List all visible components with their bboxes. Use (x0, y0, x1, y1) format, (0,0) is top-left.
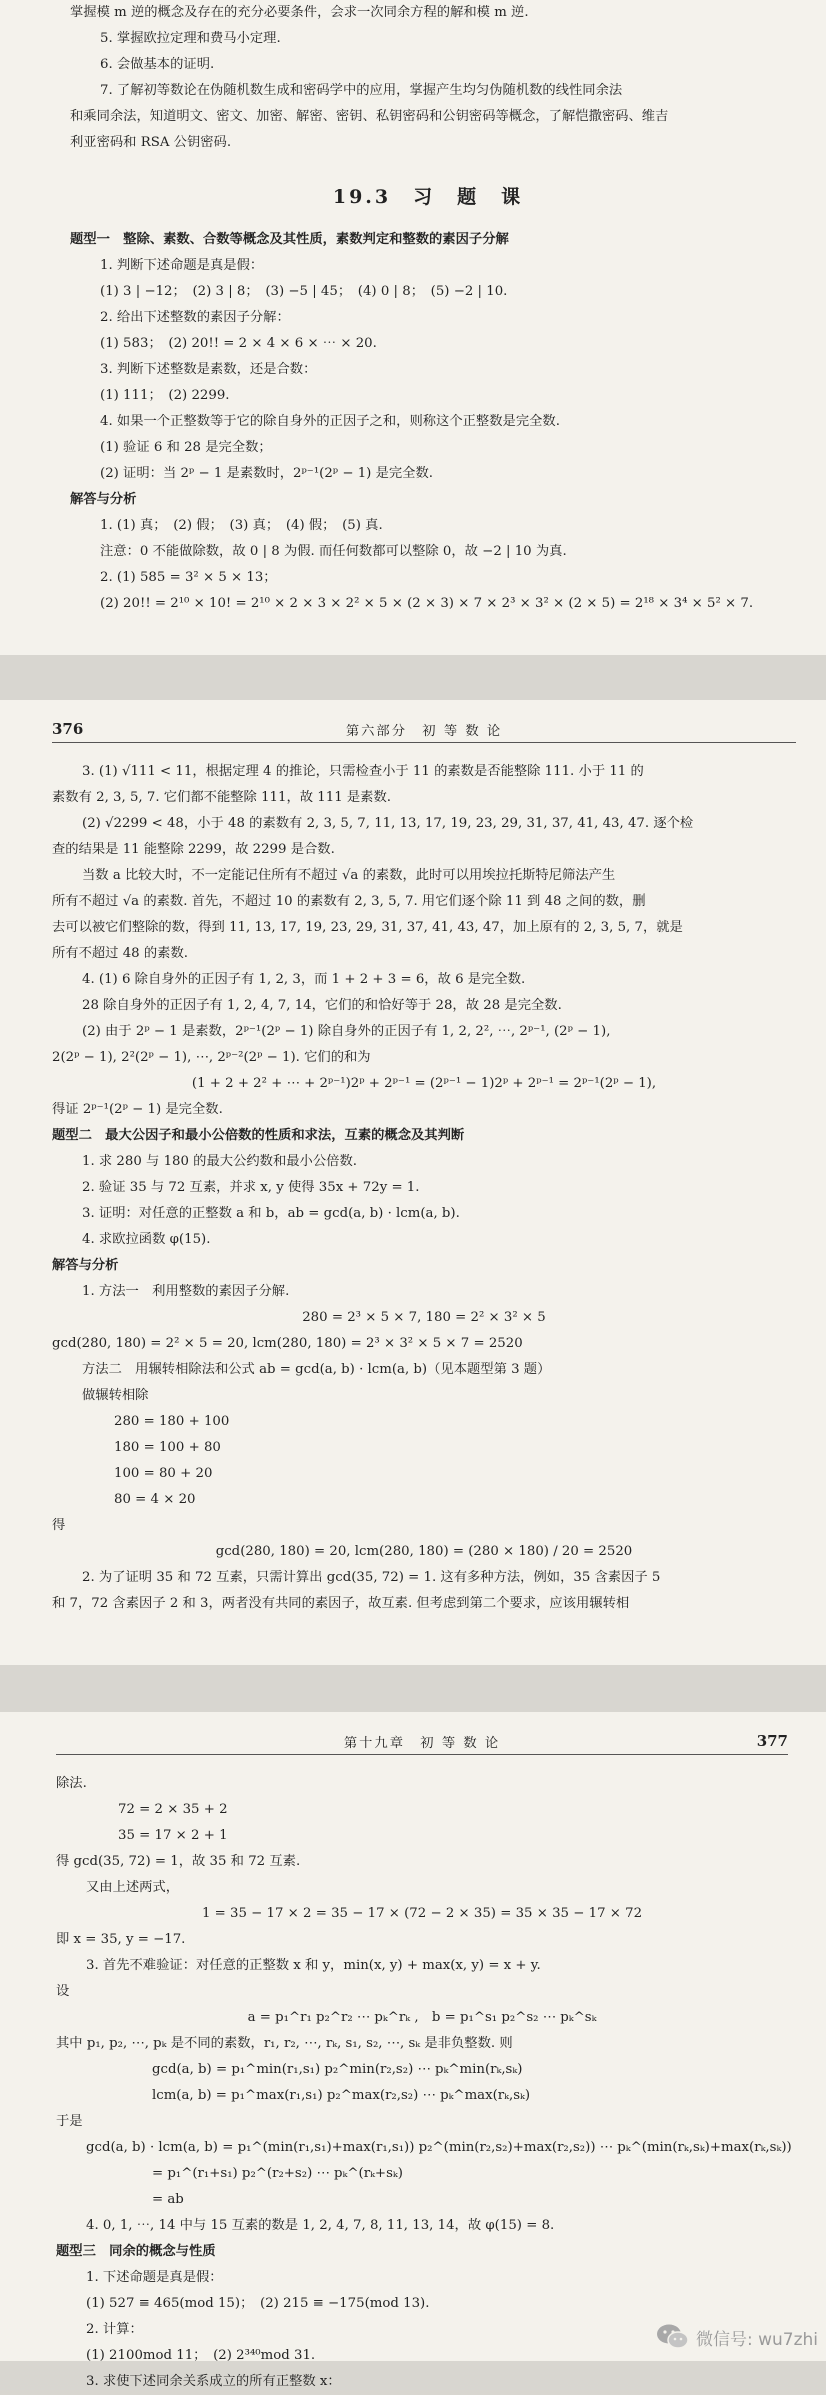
text-line: gcd(280, 180) = 2² × 5 = 20, lcm(280, 180) = 2³ × 3² × 5 × 7 = 2520 (52, 1336, 523, 1351)
page-377-body (56, 1771, 792, 2395)
text-line: 设 (56, 1984, 70, 1999)
text-line: 又由上述两式， (86, 1880, 180, 1895)
section-heading: 解答与分析 (70, 492, 137, 507)
text-line: 3. 求使下述同余关系成立的所有正整数 x： (86, 2374, 341, 2389)
text-line: 方法二 用辗转相除法和公式 ab = gcd(a, b) · lcm(a, b)（见本题型第 3 题） (82, 1362, 551, 1377)
section-heading: 题型一 整除、素数、合数等概念及其性质，素数判定和整数的素因子分解 (70, 232, 509, 247)
text-line: (1) 527 ≡ 465(mod 15)； (2) 215 ≡ −175(mod 13). (86, 2296, 430, 2311)
running-head-title: 第十九章 初 等 数 论 (343, 1736, 501, 1751)
page-number: 376 (52, 720, 84, 738)
text-line: = p₁^(r₁+s₁) p₂^(r₂+s₂) ⋯ pₖ^(rₖ+sₖ) (152, 2166, 403, 2181)
running-header (56, 1730, 788, 1755)
text-line: 1 = 35 − 17 × 2 = 35 − 17 × (72 − 2 × 35) = 35 × 35 − 17 × 72 (201, 1906, 643, 1921)
text-line: 所有不超过 48 的素数. (52, 946, 188, 961)
section-heading: 题型二 最大公因子和最小公倍数的性质和求法，互素的概念及其判断 (52, 1128, 465, 1143)
text-line: 得 (52, 1518, 66, 1533)
text-line: 3. (1) √111 < 11，根据定理 4 的推论，只需检查小于 11 的素数是否能整除 111. 小于 11 的 (82, 764, 644, 779)
text-line: 4. (1) 6 除自身外的正因子有 1, 2, 3，而 1 + 2 + 3 = 6，故 6 是完全数. (82, 972, 526, 987)
text-line: 查的结果是 11 能整除 2299，故 2299 是合数. (52, 842, 335, 857)
text-line: gcd(a, b) = p₁^min(r₁,s₁) p₂^min(r₂,s₂) ⋯ pₖ^min(rₖ,sₖ) (152, 2062, 523, 2077)
text-line: 1. 方法一 利用整数的素因子分解. (82, 1284, 290, 1299)
text-line: 80 = 4 × 20 (114, 1492, 196, 1507)
text-line: 即 x = 35, y = −17. (56, 1932, 186, 1947)
running-head-title: 第六部分 初 等 数 论 (345, 724, 503, 739)
text-line: 2. 为了证明 35 和 72 互素，只需计算出 gcd(35, 72) = 1. 这有多种方法，例如，35 含素因子 5 (82, 1570, 661, 1585)
text-line: 35 = 17 × 2 + 1 (118, 1828, 228, 1843)
text-line: 3. 证明：对任意的正整数 a 和 b，ab = gcd(a, b) · lcm(a, b). (82, 1206, 460, 1221)
text-line: (2) 由于 2ᵖ − 1 是素数，2ᵖ⁻¹(2ᵖ − 1) 除自身外的正因子有 1, 2, 2², ⋯, 2ᵖ⁻¹, (2ᵖ − 1), (82, 1024, 611, 1039)
section-heading: 题型三 同余的概念与性质 (56, 2244, 216, 2259)
watermark-text: 微信号: wu7zhi (695, 2329, 818, 2350)
page-top-body (70, 227, 786, 617)
intro-line: 利亚密码和 RSA 公钥密码. (70, 135, 232, 150)
page-377 (0, 1712, 826, 2389)
running-header (52, 718, 796, 743)
text-line: 1. 下述命题是真是假： (86, 2270, 223, 2285)
text-line: 和 7，72 含素因子 2 和 3，两者没有共同的素因子，故互素. 但考虑到第二个要求，应该用辗转相 (52, 1596, 630, 1611)
text-line: 1. (1) 真； (2) 假； (3) 真； (4) 假； (5) 真. (100, 518, 383, 533)
text-line: 4. 求欧拉函数 φ(15). (82, 1232, 211, 1247)
text-line: (1) 3 | −12； (2) 3 | 8； (3) −5 | 45； (4) 0 | 8； (5) −2 | 10. (100, 284, 508, 299)
text-line: 2. (1) 585 = 3² × 5 × 13； (100, 570, 277, 585)
text-line: 280 = 180 + 100 (114, 1414, 230, 1429)
text-line: gcd(a, b) · lcm(a, b) = p₁^(min(r₁,s₁)+max(r₁,s₁)) p₂^(min(r₂,s₂)+max(r₂,s₂)) ⋯ pₖ^(min(rₖ,sₖ)+max(rₖ,sₖ)) (86, 2140, 792, 2155)
text-line: 180 = 100 + 80 (114, 1440, 221, 1455)
text-line: 1. 判断下述命题是真是假： (100, 258, 264, 273)
text-line: 素数有 2, 3, 5, 7. 它们都不能整除 111，故 111 是素数. (52, 790, 391, 805)
intro-line: 掌握模 m 逆的概念及存在的充分必要条件，会求一次同余方程的解和模 m 逆. (70, 5, 529, 20)
text-line: 72 = 2 × 35 + 2 (118, 1802, 228, 1817)
intro-line: 6. 会做基本的证明. (100, 57, 215, 72)
watermark (656, 2323, 818, 2351)
text-line: 注意：0 不能做除数，故 0 | 8 为假. 而任何数都可以整除 0，故 −2 | 10 为真. (100, 544, 567, 559)
text-line: (1 + 2 + 2² + ⋯ + 2ᵖ⁻¹)2ᵖ + 2ᵖ⁻¹ = (2ᵖ⁻¹ − 1)2ᵖ + 2ᵖ⁻¹ = 2ᵖ⁻¹(2ᵖ − 1), (191, 1076, 657, 1091)
intro-lines (70, 0, 786, 156)
text-line: 其中 p₁, p₂, ⋯, pₖ 是不同的素数，r₁, r₂, ⋯, rₖ, s₁, s₂, ⋯, sₖ 是非负整数. 则 (56, 2036, 513, 2051)
text-line: 于是 (56, 2114, 83, 2129)
page-376 (0, 700, 826, 1665)
section-title: 19.3 习 题 课 (332, 186, 524, 208)
wechat-icon (656, 2323, 690, 2351)
text-line: (1) 111； (2) 2299. (100, 388, 230, 403)
intro-line: 5. 掌握欧拉定理和费马小定理. (100, 31, 281, 46)
text-line: 4. 0, 1, ⋯, 14 中与 15 互素的数是 1, 2, 4, 7, 8, 11, 13, 14，故 φ(15) = 8. (86, 2218, 555, 2233)
intro-line: 和乘同余法，知道明文、密文、加密、解密、密钥、私钥密码和公钥密码等概念，了解恺撒密码、维吉 (70, 109, 669, 124)
page-376-body (52, 759, 796, 1617)
text-line: 得 gcd(35, 72) = 1，故 35 和 72 互素. (56, 1854, 301, 1869)
intro-line: 7. 了解初等数论在伪随机数生成和密码学中的应用，掌握产生均匀伪随机数的线性同余法 (100, 83, 623, 98)
text-line: 100 = 80 + 20 (114, 1466, 213, 1481)
text-line: lcm(a, b) = p₁^max(r₁,s₁) p₂^max(r₂,s₂) ⋯ pₖ^max(rₖ,sₖ) (152, 2088, 531, 2103)
text-line: 280 = 2³ × 5 × 7, 180 = 2² × 3² × 5 (302, 1310, 546, 1325)
text-line: 2(2ᵖ − 1), 2²(2ᵖ − 1), ⋯, 2ᵖ⁻²(2ᵖ − 1). 它们的和为 (52, 1050, 371, 1065)
text-line: 28 除自身外的正因子有 1, 2, 4, 7, 14，它们的和恰好等于 28，故 28 是完全数. (82, 998, 562, 1013)
text-line: gcd(280, 180) = 20, lcm(280, 180) = (280 × 180) / 20 = 2520 (215, 1544, 633, 1559)
text-line: 3. 判断下述整数是素数，还是合数： (100, 362, 317, 377)
page-top (0, 0, 826, 655)
text-line: 当数 a 比较大时，不一定能记住所有不超过 √a 的素数，此时可以用埃拉托斯特尼筛法产生 (82, 868, 616, 883)
text-line: (1) 验证 6 和 28 是完全数； (100, 440, 272, 455)
section-heading: 解答与分析 (52, 1258, 119, 1273)
text-line: 除法. (56, 1776, 87, 1791)
text-line: 去可以被它们整除的数，得到 11, 13, 17, 19, 23, 29, 31, 37, 41, 43, 47，加上原有的 2, 3, 5, 7，就是 (52, 920, 683, 935)
text-line: (1) 2100mod 11； (2) 2³⁴⁰mod 31. (86, 2348, 316, 2363)
text-line: a = p₁^r₁ p₂^r₂ ⋯ pₖ^rₖ , b = p₁^s₁ p₂^s₂ ⋯ pₖ^sₖ (247, 2010, 597, 2025)
page-number: 377 (756, 1732, 788, 1750)
text-line: (2) 20!! = 2¹⁰ × 10! = 2¹⁰ × 2 × 3 × 2² × 5 × (2 × 3) × 7 × 2³ × 3² × (2 × 5) = 2¹⁸ × 3⁴ × 5² × 7. (100, 596, 754, 611)
text-line: (2) 证明：当 2ᵖ − 1 是素数时，2ᵖ⁻¹(2ᵖ − 1) 是完全数. (100, 466, 433, 481)
text-line: 4. 如果一个正整数等于它的除自身外的正因子之和，则称这个正整数是完全数. (100, 414, 560, 429)
text-line: 得证 2ᵖ⁻¹(2ᵖ − 1) 是完全数. (52, 1102, 223, 1117)
text-line: = ab (152, 2192, 184, 2207)
text-line: 2. 计算： (86, 2322, 143, 2337)
text-line: (1) 583； (2) 20!! = 2 × 4 × 6 × ⋯ × 20. (100, 336, 377, 351)
text-line: 所有不超过 √a 的素数. 首先，不超过 10 的素数有 2, 3, 5, 7. 用它们逐个除 11 到 48 之间的数，删 (52, 894, 646, 909)
text-line: 3. 首先不难验证：对任意的正整数 x 和 y，min(x, y) + max(x, y) = x + y. (86, 1958, 541, 1973)
text-line: (2) √2299 < 48，小于 48 的素数有 2, 3, 5, 7, 11, 13, 17, 19, 23, 29, 31, 37, 41, 43, 47. 逐个检 (82, 816, 694, 831)
text-line: 1. 求 280 与 180 的最大公约数和最小公倍数. (82, 1154, 357, 1169)
text-line: 2. 验证 35 与 72 互素，并求 x, y 使得 35x + 72y = 1. (82, 1180, 420, 1195)
text-line: 做辗转相除 (82, 1388, 149, 1403)
text-line: 2. 给出下述整数的素因子分解： (100, 310, 290, 325)
